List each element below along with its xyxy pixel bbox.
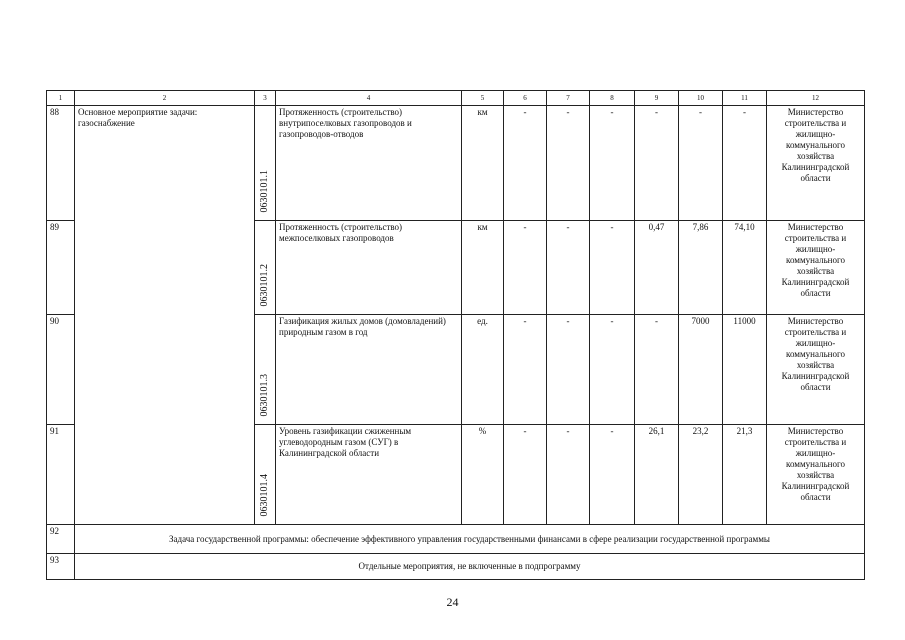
value-cell: - — [547, 221, 590, 315]
value-cell: 0,47 — [635, 221, 679, 315]
value-cell: 23,2 — [679, 425, 723, 525]
header-cell: 7 — [547, 91, 590, 106]
header-cell: 11 — [723, 91, 767, 106]
indicator-name: Уровень газификации сжиженным углеводородным газом (СУГ) в Калининградской области — [276, 425, 462, 525]
page-number: 24 — [446, 595, 459, 609]
executor: Министерство строительства и жилищно-коммунального хозяйства Калининградской области — [767, 106, 865, 221]
row-number: 91 — [47, 425, 75, 525]
table-row — [47, 106, 865, 221]
unit: км — [462, 106, 504, 221]
value-cell: - — [504, 315, 547, 425]
code-cell — [255, 221, 276, 315]
value-cell: - — [590, 106, 635, 221]
executor: Министерство строительства и жилищно-коммунального хозяйства Калининградской области — [767, 315, 865, 425]
header-cell: 3 — [255, 91, 276, 106]
value-cell: - — [504, 425, 547, 525]
header-cell: 10 — [679, 91, 723, 106]
value-cell: - — [547, 425, 590, 525]
code-cell — [255, 106, 276, 221]
header-cell: 2 — [75, 91, 255, 106]
indicator-code: 0630101.3 — [259, 373, 270, 416]
executor: Министерство строительства и жилищно-коммунального хозяйства Калининградской области — [767, 221, 865, 315]
header-cell: 1 — [47, 91, 75, 106]
table-row — [47, 525, 865, 554]
unit: ед. — [462, 315, 504, 425]
value-cell: 7,86 — [679, 221, 723, 315]
value-cell: - — [679, 106, 723, 221]
row-number: 90 — [47, 315, 75, 425]
header-row — [47, 91, 865, 106]
row-number: 88 — [47, 106, 75, 221]
value-cell: 74,10 — [723, 221, 767, 315]
value-cell: - — [590, 425, 635, 525]
row-number: 89 — [47, 221, 75, 315]
value-cell: - — [635, 106, 679, 221]
indicator-code: 0630101.4 — [259, 473, 270, 516]
header-cell: 8 — [590, 91, 635, 106]
header-cell: 9 — [635, 91, 679, 106]
section-heading: Отдельные мероприятия, не включенные в подпрограмму — [75, 554, 865, 580]
indicator-name: Протяженность (строительство) межпоселковых газопроводов — [276, 221, 462, 315]
code-cell — [255, 315, 276, 425]
code-cell — [255, 425, 276, 525]
unit: % — [462, 425, 504, 525]
table-row — [47, 554, 865, 580]
header-cell: 6 — [504, 91, 547, 106]
value-cell: - — [590, 315, 635, 425]
row-number: 93 — [47, 554, 75, 580]
indicator-name: Газификация жилых домов (домовладений) природным газом в год — [276, 315, 462, 425]
value-cell: - — [635, 315, 679, 425]
indicator-name: Протяженность (строительство) внутрипоселковых газопроводов и газопроводов-отводов — [276, 106, 462, 221]
indicator-code: 0630101.1 — [259, 169, 270, 212]
value-cell: - — [504, 106, 547, 221]
executor: Министерство строительства и жилищно-коммунального хозяйства Калининградской области — [767, 425, 865, 525]
value-cell: 26,1 — [635, 425, 679, 525]
value-cell: - — [723, 106, 767, 221]
value-cell: 7000 — [679, 315, 723, 425]
header-cell: 4 — [276, 91, 462, 106]
value-cell: - — [547, 315, 590, 425]
header-cell: 12 — [767, 91, 865, 106]
value-cell: - — [547, 106, 590, 221]
group-label: Основное мероприятие задачи: газоснабжение — [75, 106, 255, 525]
header-cell: 5 — [462, 91, 504, 106]
indicator-code: 0630101.2 — [259, 263, 270, 306]
value-cell: 11000 — [723, 315, 767, 425]
indicators-table — [46, 90, 865, 580]
value-cell: 21,3 — [723, 425, 767, 525]
value-cell: - — [504, 221, 547, 315]
value-cell: - — [590, 221, 635, 315]
task-heading: Задача государственной программы: обеспечение эффективного управления государственными финансами в сфере реализации государственной программы — [75, 525, 865, 554]
unit: км — [462, 221, 504, 315]
row-number: 92 — [47, 525, 75, 554]
